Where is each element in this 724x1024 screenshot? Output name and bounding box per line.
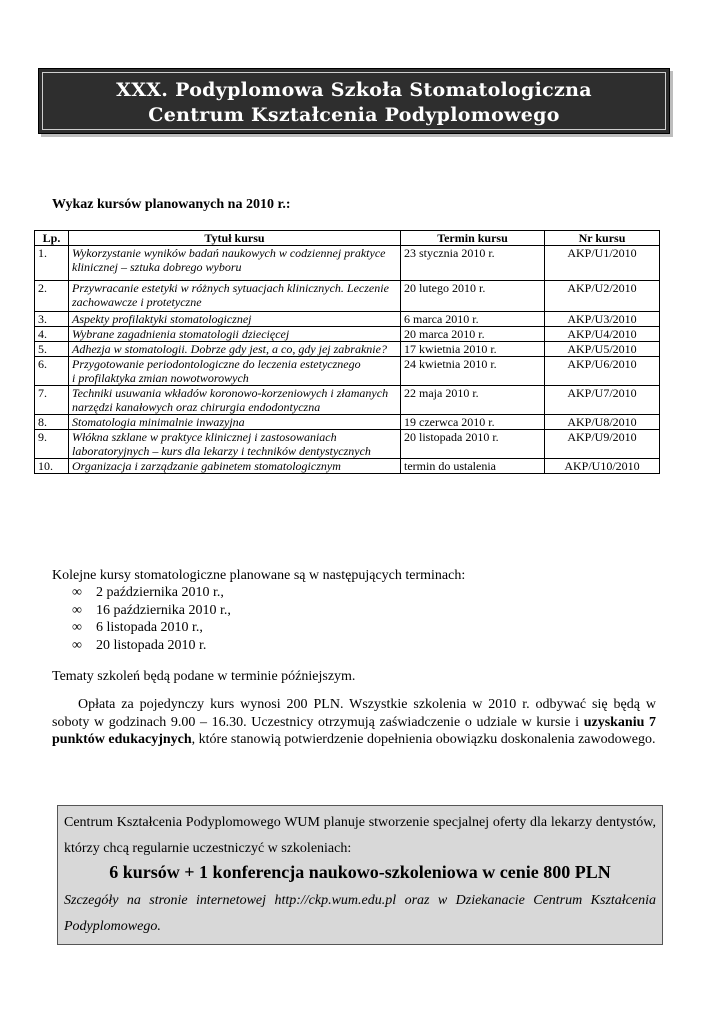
row-lp: 1. <box>35 246 69 281</box>
row-nr: AKP/U5/2010 <box>545 342 660 357</box>
table-row <box>35 459 660 474</box>
row-nr: AKP/U10/2010 <box>545 459 660 474</box>
table-row <box>35 386 660 415</box>
row-nr: AKP/U3/2010 <box>545 312 660 327</box>
row-date: 23 stycznia 2010 r. <box>401 246 545 281</box>
row-date: 24 kwietnia 2010 r. <box>401 357 545 386</box>
date-text: 2 października 2010 r., <box>96 585 224 600</box>
row-title: Włókna szklane w praktyce klinicznej i zastosowaniach laboratoryjnych – kurs dla lekarzy i techników dentystycznych <box>69 430 401 459</box>
row-title: Wykorzystanie wyników badań naukowych w codziennej praktyce klinicznej – sztuka dobrego wyboru <box>69 246 401 281</box>
fee-paragraph <box>52 696 656 749</box>
list-item <box>72 637 231 655</box>
credit-points-text: uzyskaniu 7 punktów edukacyjnych <box>52 714 657 747</box>
date-text: 20 listopada 2010 r. <box>96 637 207 653</box>
table-row <box>35 430 660 459</box>
row-nr: AKP/U7/2010 <box>545 386 660 415</box>
row-title-line: i profilaktyka zmian nowotworowych <box>72 371 249 385</box>
row-date: 20 listopada 2010 r. <box>401 430 545 459</box>
row-title: Stomatologia minimalnie inwazyjna <box>69 415 401 430</box>
list-item <box>72 584 231 602</box>
row-lp: 9. <box>35 430 69 459</box>
courses-table <box>34 230 660 474</box>
course-list-heading: Wykaz kursów planowanych na 2010 r.: <box>52 197 291 212</box>
row-nr: AKP/U2/2010 <box>545 281 660 312</box>
header-date: Termin kursu <box>401 231 545 246</box>
offer-headline: 6 kursów + 1 konferencja naukowo-szkoleniowa w cenie 800 PLN <box>109 862 611 882</box>
table-row <box>35 281 660 312</box>
list-item <box>72 619 231 637</box>
row-title: Techniki usuwania wkładów koronowo-korzeniowych i złamanych narzędzi kanałowych oraz chirurgia endodontyczna <box>69 386 401 415</box>
row-nr: AKP/U4/2010 <box>545 327 660 342</box>
table-row <box>35 246 660 281</box>
row-lp: 5. <box>35 342 69 357</box>
row-nr: AKP/U1/2010 <box>545 246 660 281</box>
table-row <box>35 327 660 342</box>
fee-text-end: , które stanowią potwierdzenie dopełnienia obowiązku doskonalenia zawodowego. <box>191 732 656 747</box>
row-date: 20 lutego 2010 r. <box>401 281 545 312</box>
offer-details: Szczegóły na stronie internetowej http://ckp.wum.edu.pl oraz w Dziekanacie Centrum Kształcenia Podyplomowego. <box>64 893 656 934</box>
infinity-bullet-icon: ∞ <box>72 637 82 653</box>
row-nr: AKP/U9/2010 <box>545 430 660 459</box>
row-title: Wybrane zagadnienia stomatologii dziecięcej <box>69 327 401 342</box>
row-title: Przywracanie estetyki w różnych sytuacjach klinicznych. Leczenie zachowawcze i protetyczne <box>69 281 401 312</box>
row-lp: 7. <box>35 386 69 415</box>
center-title: Centrum Kształcenia Podyplomowego <box>148 104 560 126</box>
row-lp: 4. <box>35 327 69 342</box>
table-row <box>35 342 660 357</box>
row-date: 22 maja 2010 r. <box>401 386 545 415</box>
table-row <box>35 415 660 430</box>
special-offer-box <box>57 805 663 945</box>
date-text: 16 października 2010 r., <box>96 602 231 618</box>
row-lp: 10. <box>35 459 69 474</box>
fee-text-start: Opłata za pojedynczy kurs wynosi 200 PLN. Wszystkie szkolenia w 2010 r. odbywać się będą w soboty w godzinach 9.00 – 16.30. Uczestnicy otrzymują zaświadczenie o udziale w kursie i <box>52 697 656 730</box>
infinity-bullet-icon: ∞ <box>72 602 82 618</box>
row-title-line: Przygotowanie periodontologiczne do leczenia estetycznego <box>72 357 361 371</box>
row-nr: AKP/U6/2010 <box>545 357 660 386</box>
row-title: Aspekty profilaktyki stomatologicznej <box>69 312 401 327</box>
table-row <box>35 357 660 386</box>
header-nr: Nr kursu <box>545 231 660 246</box>
header-title: Tytuł kursu <box>69 231 401 246</box>
date-text: 6 listopada 2010 r., <box>96 620 203 635</box>
row-lp: 3. <box>35 312 69 327</box>
row-nr: AKP/U8/2010 <box>545 415 660 430</box>
offer-intro: Centrum Kształcenia Podyplomowego WUM planuje stworzenie specjalnej oferty dla lekarzy dentystów, którzy chcą regularnie uczestniczyć w szkoleniach: <box>64 815 656 856</box>
infinity-bullet-icon: ∞ <box>72 620 82 635</box>
next-courses-list <box>72 584 231 654</box>
row-date: 17 kwietnia 2010 r. <box>401 342 545 357</box>
table-header-row <box>35 231 660 246</box>
row-date: 20 marca 2010 r. <box>401 327 545 342</box>
list-item <box>72 602 231 620</box>
row-title: Organizacja i zarządzanie gabinetem stomatologicznym <box>69 459 401 474</box>
row-date: 6 marca 2010 r. <box>401 312 545 327</box>
title-banner <box>38 68 670 134</box>
row-lp: 2. <box>35 281 69 312</box>
next-courses-heading: Kolejne kursy stomatologiczne planowane są w następujących terminach: <box>52 568 466 583</box>
row-lp: 6. <box>35 357 69 386</box>
row-lp: 8. <box>35 415 69 430</box>
topics-note: Tematy szkoleń będą podane w terminie późniejszym. <box>52 669 356 684</box>
row-date: termin do ustalenia <box>401 459 545 474</box>
infinity-bullet-icon: ∞ <box>72 585 82 600</box>
school-title: XXX. Podyplomowa Szkoła Stomatologiczna <box>116 79 592 101</box>
row-title: Adhezja w stomatologii. Dobrze gdy jest, a co, gdy jej zabraknie? <box>69 342 401 357</box>
table-row <box>35 312 660 327</box>
row-date: 19 czerwca 2010 r. <box>401 415 545 430</box>
header-lp: Lp. <box>35 231 69 246</box>
row-title <box>69 357 401 386</box>
